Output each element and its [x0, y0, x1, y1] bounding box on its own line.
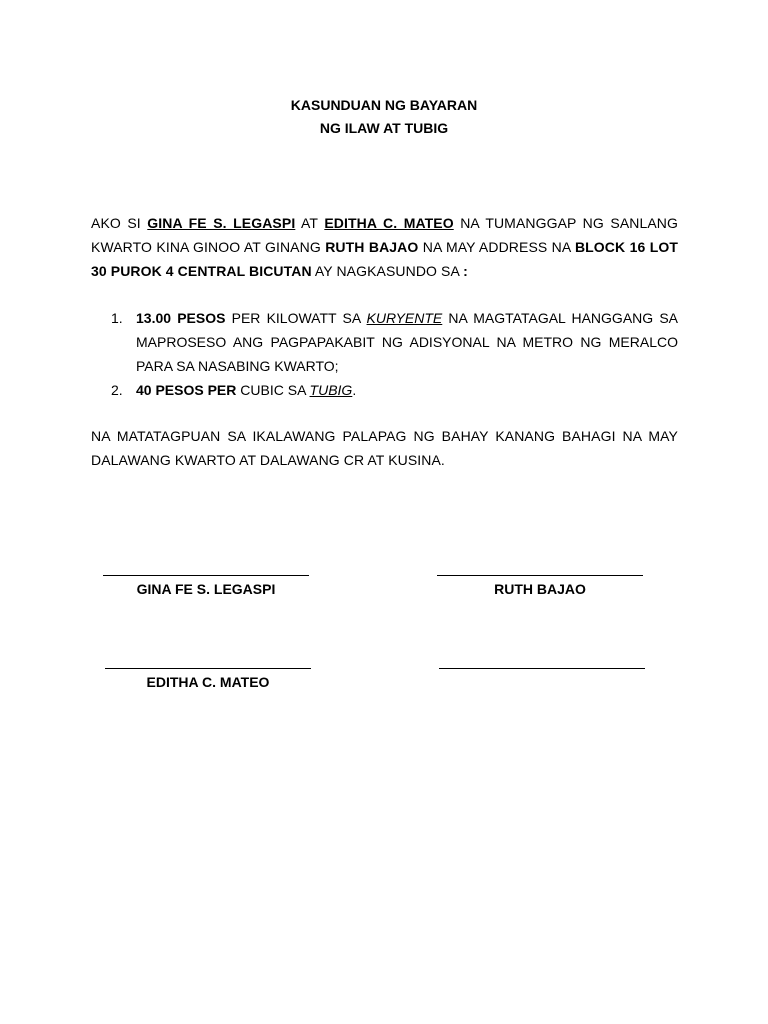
- intro-text-2: AT: [295, 215, 325, 231]
- signature-block-blank: [427, 656, 657, 691]
- intro-text-3: NA TUMANGGAP NG SANLANG KWARTO KINA GINOO AT GINANG: [91, 215, 678, 255]
- signature-block-editha: [93, 656, 323, 691]
- list-item-text: NA MAGTATAGAL HANGGANG SA MAPROSESO ANG PAGPAPAKABIT NG ADISYONAL NA METRO NG MERALCO PARA SA NASABING KWARTO;: [136, 310, 678, 374]
- title-line-2: NG ILAW AT TUBIG: [319, 120, 449, 136]
- signature-name: RUTH BAJAO: [494, 581, 586, 597]
- signature-line: [105, 656, 311, 669]
- title-line-1: KASUNDUAN NG BAYARAN: [290, 97, 478, 113]
- list-item-text: CUBIC SA: [236, 382, 310, 398]
- signature-line: [437, 563, 643, 576]
- list-item: [91, 378, 678, 402]
- utility-kuryente: KURYENTE: [366, 310, 443, 326]
- document-title: [0, 94, 768, 140]
- water-rate: 40 PESOS PER: [136, 382, 237, 398]
- list-item-number: 1.: [111, 310, 123, 326]
- intro-text-4: NA MAY ADDRESS NA: [418, 239, 575, 255]
- list-item-text: PER KILOWATT SA: [225, 310, 367, 326]
- intro-colon: :: [463, 263, 468, 279]
- utility-tubig: TUBIG: [309, 382, 353, 398]
- tenant-name-1: GINA FE S. LEGASPI: [147, 215, 296, 231]
- signature-name-empty: [427, 673, 657, 691]
- list-item-number: 2.: [111, 382, 123, 398]
- address: BLOCK 16 LOT 30 PUROK 4 CENTRAL BICUTAN: [91, 239, 679, 279]
- signature-line: [439, 656, 645, 669]
- closing-paragraph: NA MATATAGPUAN SA IKALAWANG PALAPAG NG BAHAY KANANG BAHAGI NA MAY DALAWANG KWARTO AT DALAWANG CR AT KUSINA.: [91, 428, 678, 468]
- signature-line: [103, 563, 309, 576]
- owner-name: RUTH BAJAO: [325, 239, 419, 255]
- intro-text-5: AY NAGKASUNDO SA: [311, 263, 464, 279]
- tenant-name-2: EDITHA C. MATEO: [324, 215, 454, 231]
- signature-name: GINA FE S. LEGASPI: [136, 581, 276, 597]
- intro-paragraph: [91, 211, 678, 283]
- list-item: [91, 306, 678, 378]
- terms-list: [91, 306, 678, 402]
- intro-text-1: AKO SI: [91, 215, 148, 231]
- signature-name: EDITHA C. MATEO: [146, 674, 270, 690]
- signature-block-gina: [91, 563, 321, 598]
- signature-block-ruth: [425, 563, 655, 598]
- electricity-rate: 13.00 PESOS: [136, 310, 226, 326]
- list-item-text: .: [352, 382, 357, 398]
